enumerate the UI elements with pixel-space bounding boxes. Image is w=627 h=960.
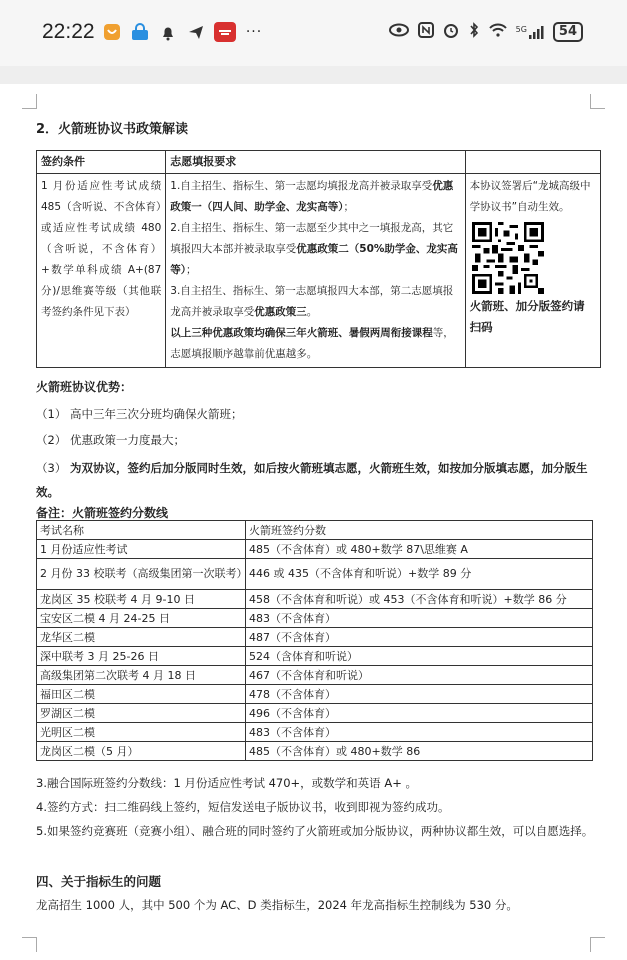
score-table <box>36 520 593 761</box>
advantage-text: 高中三年三次分班均确保火箭班； <box>70 407 243 421</box>
advantage-text: 优惠政策一力度最大； <box>70 433 185 447</box>
section4-title: 四、关于指标生的问题 <box>36 874 162 889</box>
req3-bold: 优惠政策三 <box>254 306 307 318</box>
score-value: 496（不含体育） <box>246 704 593 723</box>
status-bar <box>0 0 627 66</box>
header-condition: 签约条件 <box>37 151 166 174</box>
policy-table <box>36 150 601 368</box>
system-icons <box>389 22 583 42</box>
section4-text: 龙高招生 1000 人，其中 500 个为 AC、D 类指标生，2024 年龙高指标生控制线为 530 分。 <box>36 898 518 912</box>
crop-mark <box>22 937 37 952</box>
req-summary-bold: 以上三种优惠政策均确保三年火箭班、暑假两周衔接课程 <box>170 327 433 339</box>
advantage-num: （3） <box>36 461 67 475</box>
req2-text: 2.自主招生、指标生、第一志愿至少其中之一填报龙高，其它填报四大本部并被录取享受 <box>170 222 454 255</box>
score-value: 467（不含体育和听说） <box>246 666 593 685</box>
table-row <box>37 540 593 559</box>
crop-mark <box>590 937 605 952</box>
lock-app-icon <box>130 22 150 42</box>
exam-name: 光明区二模 <box>37 723 246 742</box>
eye-icon <box>389 23 409 41</box>
alarm-icon <box>443 22 459 42</box>
exam-name: 1 月份适应性考试 <box>37 540 246 559</box>
policy-header-row <box>37 151 601 174</box>
table-row <box>37 723 593 742</box>
header-score: 火箭班签约分数 <box>246 521 593 540</box>
header-qr <box>465 151 600 174</box>
section-title: 2．火箭班协议书政策解读 <box>36 122 189 137</box>
req-summary-tail: 等，志愿填报顺序越靠前优惠越多。 <box>170 327 454 360</box>
crop-mark <box>590 94 605 109</box>
qr-cell <box>465 174 600 368</box>
network-type: 5G <box>515 25 527 34</box>
req2-end: ； <box>186 264 197 276</box>
crop-mark <box>22 94 37 109</box>
score-value: 485（不含体育）或 480+数学 87\思维赛 A <box>246 540 593 559</box>
req1-end: ； <box>343 201 355 213</box>
advantage-text: 为双协议，签约后加分版同时生效，如后按火箭班填志愿，火箭班生效，如按加分版填志愿，加分版生效。 <box>36 461 588 499</box>
table-row <box>37 685 593 704</box>
qr-code-icon[interactable] <box>472 222 544 294</box>
req3-text: 3.自主招生、指标生、第一志愿填报四大本部，第二志愿填报龙高并被录取享受 <box>170 285 454 318</box>
clock: 22:22 <box>42 20 95 43</box>
more-dots-icon: ··· <box>245 24 263 40</box>
table-row <box>37 666 593 685</box>
exam-name: 2 月份 33 校联考（高级集团第一次联考） <box>37 559 246 590</box>
req3-end: 。 <box>306 306 318 318</box>
exam-name: 龙岗区 35 校联考 4 月 9-10 日 <box>37 590 246 609</box>
signing-condition: 1 月份适应性考试成绩 485（含听说、不含体育）或适应性考试成绩 480（含听说，不含体育）+数学单科成绩 A+(87 分)/思维赛等级（其他联考签约条件见下表） <box>37 174 166 368</box>
score-value: 458（不含体育和听说）或 453（不含体育和听说）+数学 86 分 <box>246 590 593 609</box>
battery-indicator: 54 <box>553 22 583 42</box>
table-row <box>37 559 593 590</box>
red-app-icon <box>214 22 236 42</box>
bluetooth-icon <box>468 22 480 42</box>
advantage-item <box>36 432 185 448</box>
app-notification-icon <box>102 22 122 42</box>
advantage-item <box>36 456 596 504</box>
policy-content-row <box>37 174 601 368</box>
advantages-title: 火箭班协议优势： <box>36 380 133 394</box>
exam-name: 龙岗区二模（5 月） <box>37 742 246 761</box>
score-value: 485（不含体育）或 480+数学 86 <box>246 742 593 761</box>
note-international: 3.融合国际班签约分数线：1 月份适应性考试 470+，或数学和英语 A+ 。 <box>36 776 417 790</box>
exam-name: 高级集团第二次联考 4 月 18 日 <box>37 666 246 685</box>
score-header-row <box>37 521 593 540</box>
qr-caption: 火箭班、加分版签约请扫码 <box>469 299 585 334</box>
table-row <box>37 742 593 761</box>
requirement-cell <box>166 174 465 368</box>
score-value: 446 或 435（不含体育和听说）+数学 89 分 <box>246 559 593 590</box>
notification-icons <box>102 22 264 42</box>
nfc-icon <box>418 22 434 42</box>
table-row <box>37 628 593 647</box>
table-row <box>37 590 593 609</box>
req2-bold: 优惠政策二（50%助学金、龙实高等） <box>170 243 458 276</box>
exam-name: 龙华区二模 <box>37 628 246 647</box>
header-requirement: 志愿填报要求 <box>166 151 465 174</box>
note-dual-agreement: 5.如果签约竞赛班（竞赛小组）、融合班的同时签约了火箭班或加分版协议，两种协议都生效，可以自愿选择。 <box>36 824 594 838</box>
exam-name: 宝安区二模 4 月 24-25 日 <box>37 609 246 628</box>
bell-icon <box>158 22 178 42</box>
score-value: 483（不含体育） <box>246 723 593 742</box>
advantage-num: （2） <box>36 433 67 447</box>
req1-text: 1.自主招生、指标生、第一志愿均填报龙高并被录取享受 <box>170 180 433 192</box>
req1-bold: 优惠政策一（四人间、助学金、龙实高等） <box>170 180 454 213</box>
table-row <box>37 609 593 628</box>
score-value: 483（不含体育） <box>246 609 593 628</box>
exam-name: 罗湖区二模 <box>37 704 246 723</box>
remark-title: 备注：火箭班签约分数线 <box>36 506 169 520</box>
score-value: 478（不含体育） <box>246 685 593 704</box>
exam-name: 深中联考 3 月 25-26 日 <box>37 647 246 666</box>
advantage-num: （1） <box>36 407 67 421</box>
header-exam: 考试名称 <box>37 521 246 540</box>
send-icon <box>186 22 206 42</box>
score-value: 487（不含体育） <box>246 628 593 647</box>
document-page[interactable] <box>22 84 605 960</box>
note-signing-method: 4.签约方式：扫二维码线上签约，短信发送电子版协议书，收到即视为签约成功。 <box>36 800 450 814</box>
qr-note: 本协议签署后“龙城高级中学协议书”自动生效。 <box>469 180 591 213</box>
table-row <box>37 704 593 723</box>
advantage-item <box>36 406 243 422</box>
score-value: 524（含体育和听说） <box>246 647 593 666</box>
table-row <box>37 647 593 666</box>
wifi-icon <box>489 23 507 41</box>
cellular-signal-icon <box>516 25 544 39</box>
exam-name: 福田区二模 <box>37 685 246 704</box>
document-top-band <box>0 66 627 84</box>
